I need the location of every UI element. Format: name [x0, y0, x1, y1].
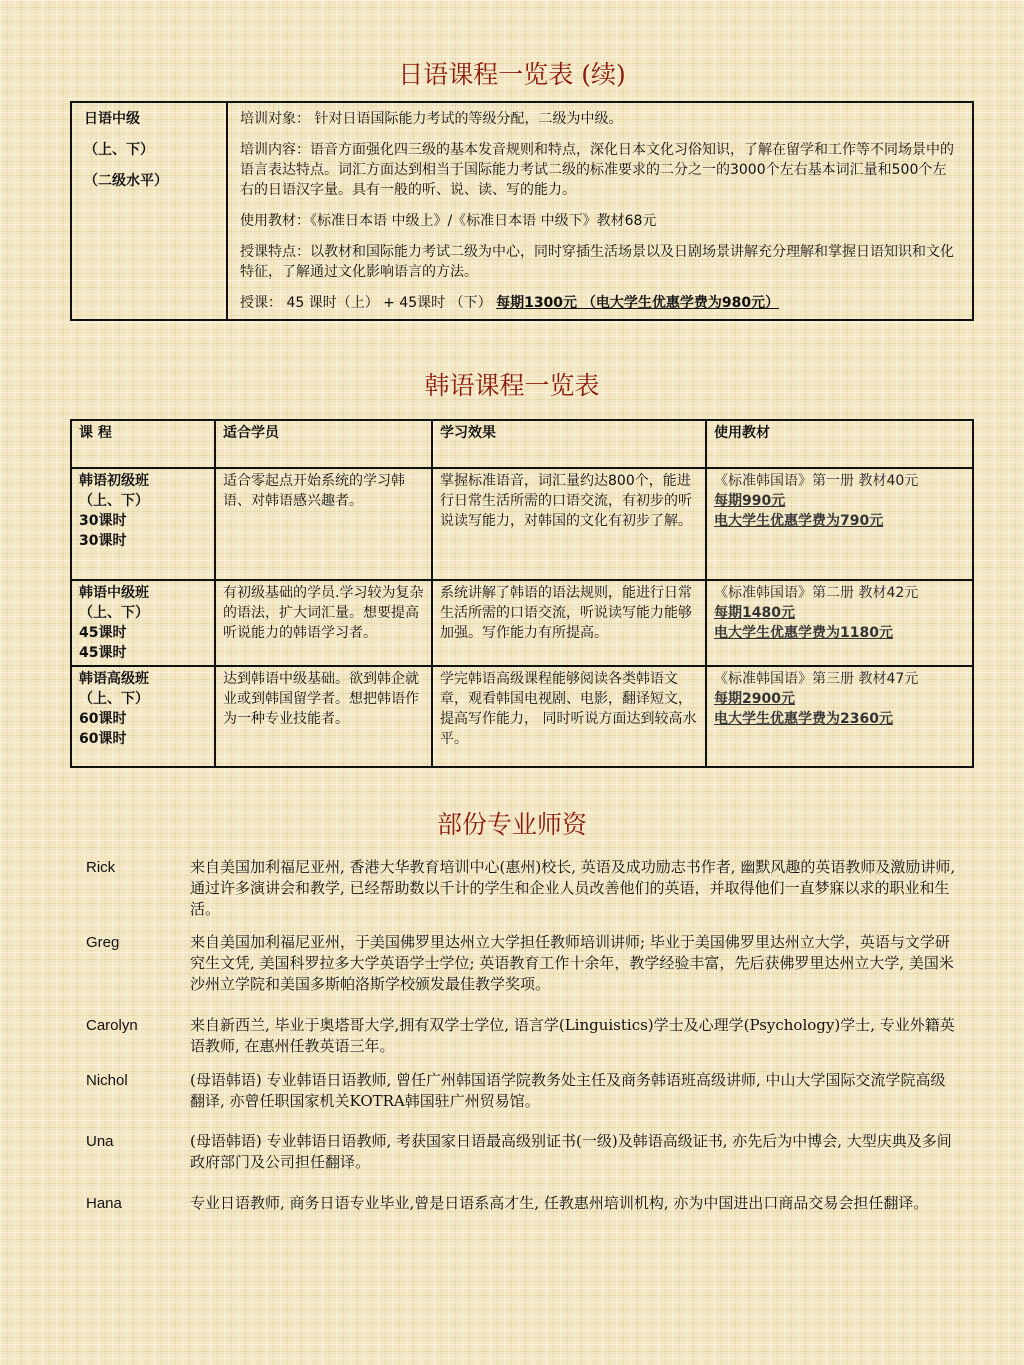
teacher-bio: 专业日语教师, 商务日语专业毕业,曾是日语系高才生, 任教惠州培训机构, 亦为中国进出口商品交易会担任翻译。	[190, 1194, 929, 1212]
teacher-bio: (母语韩语) 专业韩语日语教师, 曾任广州韩国语学院教务处主任及商务韩语班高级讲师, 中山大学国际交流学院高级翻译, 亦曾任职国家机关KOTRA韩国驻广州贸易馆。	[190, 1071, 946, 1110]
course-name: 韩语初级班	[79, 473, 149, 489]
students-cell: 有初级基础的学员.学习较为复杂的语法，扩大词汇量。想要提高听说能力的韩语学习者。	[215, 580, 432, 666]
course-cell	[71, 666, 215, 767]
student-discount: 电大学生优惠学费为2360元	[714, 711, 893, 727]
course-hours: 60课时	[79, 711, 127, 727]
japanese-hours: 授课： 45 课时（上） + 45课时 （下）	[240, 295, 492, 311]
teacher-bio: 来自新西兰, 毕业于奥塔哥大学,拥有双学士学位, 语言学(Linguistics)学士及心理学(Psychology)学士, 专业外籍英语教师, 在惠州任教英语三年。	[190, 1016, 955, 1055]
course-price: 每期990元	[714, 493, 786, 509]
japanese-course-title: 日语课程一览表 (续)	[398, 60, 626, 89]
teacher-name: Carolyn	[86, 1017, 138, 1034]
students-cell: 适合零起点开始系统的学习韩语、对韩语感兴趣者。	[215, 468, 432, 580]
course-cell	[71, 580, 215, 666]
korean-course-table	[70, 419, 974, 768]
teacher-name: Nichol	[86, 1072, 128, 1089]
table-row	[71, 468, 973, 580]
japanese-content: 培训内容：语音方面强化四三级的基本发音规则和特点，深化日本文化习俗知识，了解在留学和工作等不同场景中的语言表达特点。词汇方面达到相当于国际能力考试二级的标准要求的二分之一的3000个左右基本词汇量和500个左右的日语汉字量。具有一般的听、说、读、写的能力。	[240, 142, 954, 198]
japanese-hours-line	[240, 293, 960, 313]
header-effect: 学习效果	[432, 420, 706, 468]
effect-cell: 系统讲解了韩语的语法规则，能进行日常生活所需的口语交流，听说读写能力能够加强。写作能力有所提高。	[432, 580, 706, 666]
course-hours: 45课时	[79, 625, 127, 641]
student-discount: 电大学生优惠学费为790元	[714, 513, 884, 529]
japanese-level-cell	[71, 102, 227, 320]
course-name: 韩语高级班	[79, 671, 149, 687]
japanese-course-table	[70, 101, 974, 321]
teacher-name: Hana	[86, 1195, 122, 1212]
teachers-title: 部份专业师资	[436, 810, 587, 839]
course-price: 每期1480元	[714, 605, 795, 621]
header-course: 课 程	[71, 420, 215, 468]
japanese-level-parts: （上、下）	[84, 142, 154, 158]
course-cell	[71, 468, 215, 580]
course-price: 每期2900元	[714, 691, 795, 707]
japanese-description-cell	[227, 102, 973, 320]
japanese-level-name: 日语中级	[84, 111, 140, 127]
table-row	[71, 580, 973, 666]
japanese-textbook: 使用教材：《标准日本语 中级上》/《标准日本语 中级下》教材68元	[240, 213, 657, 229]
student-discount: 电大学生优惠学费为1180元	[714, 625, 893, 641]
course-hours: 60课时	[79, 731, 127, 747]
japanese-level-grade: （二级水平）	[84, 173, 168, 189]
teacher-name: Rick	[86, 859, 116, 876]
header-students: 适合学员	[215, 420, 432, 468]
course-parts: （上、下）	[79, 691, 149, 707]
table-row	[71, 666, 973, 767]
textbook-cell	[706, 666, 973, 767]
textbook-name: 《标准韩国语》第一册 教材40元	[714, 473, 919, 489]
japanese-features: 授课特点：以教材和国际能力考试二级为中心，同时穿插生活场景以及日剧场景讲解充分理解和掌握日语知识和文化特征，了解通过文化影响语言的方法。	[240, 244, 954, 280]
textbook-cell	[706, 468, 973, 580]
course-hours: 30课时	[79, 513, 127, 529]
teacher-bio: 来自美国加利福尼亚州, 香港大华教育培训中心(惠州)校长, 英语及成功励志书作者, 幽默风趣的英语教师及激励讲师, 通过许多演讲会和教学, 已经帮助数以千计的学生和企业人员改善他们的英语，并取得他们一直梦寐以求的职业和生活。	[190, 858, 956, 918]
course-hours: 45课时	[79, 645, 127, 661]
teacher-bio: 来自美国加利福尼亚州，于美国佛罗里达州立大学担任教师培训讲师; 毕业于美国佛罗里达州立大学，英语与文学研究生文凭, 美国科罗拉多大学英语学士学位; 英语教育工作十余年，教学经验丰富，先后获佛罗里达州立大学, 美国米沙州立学院和美国多斯帕洛斯学校颁发最佳教学奖项。	[190, 933, 954, 993]
teacher-name: Una	[86, 1133, 114, 1150]
table-header-row	[71, 420, 973, 468]
japanese-fee: 每期1300元 （电大学生优惠学费为980元）	[496, 295, 780, 311]
teacher-name: Greg	[86, 934, 120, 951]
course-parts: （上、下）	[79, 605, 149, 621]
effect-cell: 掌握标准语音，词汇量约达800个，能进行日常生活所需的口语交流，有初步的听说读写能力，对韩国的文化有初步了解。	[432, 468, 706, 580]
textbook-name: 《标准韩国语》第三册 教材47元	[714, 671, 919, 687]
course-name: 韩语中级班	[79, 585, 149, 601]
effect-cell: 学完韩语高级课程能够阅读各类韩语文章，观看韩国电视剧、电影，翻译短文，提高写作能力， 同时听说方面达到较高水平。	[432, 666, 706, 767]
korean-course-title: 韩语课程一览表	[424, 371, 600, 400]
teacher-bio: (母语韩语) 专业韩语日语教师, 考获国家日语最高级别证书(一级)及韩语高级证书, 亦先后为中博会, 大型庆典及多间政府部门及公司担任翻译。	[190, 1132, 952, 1171]
header-textbook: 使用教材	[706, 420, 973, 468]
japanese-target: 培训对象： 针对日语国际能力考试的等级分配，二级为中级。	[240, 111, 623, 127]
textbook-cell	[706, 580, 973, 666]
textbook-name: 《标准韩国语》第二册 教材42元	[714, 585, 919, 601]
students-cell: 达到韩语中级基础。欲到韩企就业或到韩国留学者。想把韩语作为一种专业技能者。	[215, 666, 432, 767]
course-hours: 30课时	[79, 533, 127, 549]
course-parts: （上、下）	[79, 493, 149, 509]
